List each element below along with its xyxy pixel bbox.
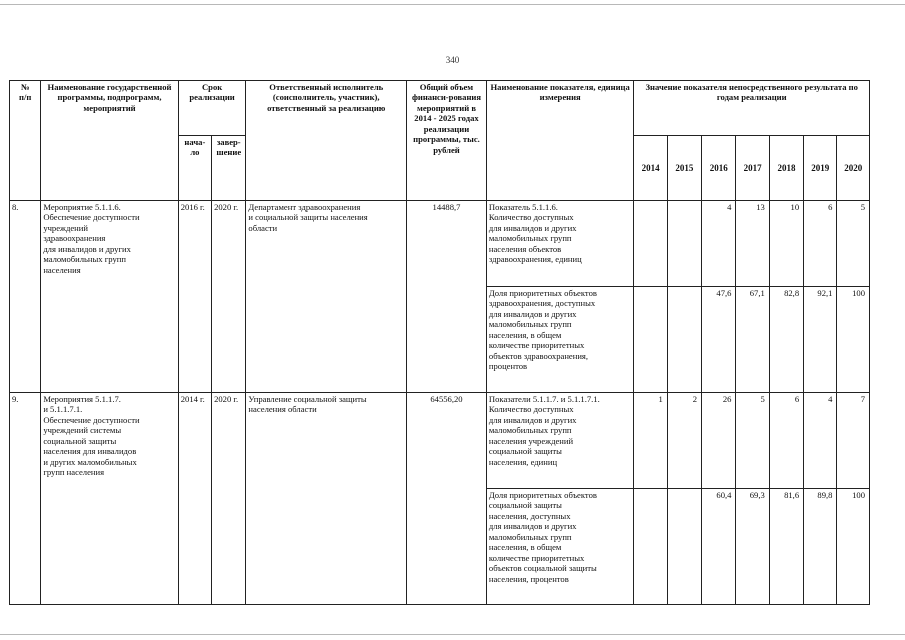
page-number: 340	[445, 55, 460, 65]
funding-volume: 64556,20	[407, 393, 487, 605]
value-2018: 6	[769, 393, 803, 489]
table-row	[10, 393, 870, 489]
end-year: 2020 г.	[212, 393, 246, 605]
indicator-name: Доля приоритетных объектов здравоохранения, доступных для инвалидов и других маломобильных групп населения, в общем количестве приоритетных объектов здравоохранения, процентов	[486, 287, 634, 393]
value-2014	[634, 287, 667, 393]
header-year: 2019	[804, 136, 837, 201]
header-funding-volume: Общий объем финанси-рования мероприятий в 2014 - 2025 годах реализации программы, тыс. рублей	[407, 81, 487, 201]
row-number: 8.	[10, 201, 41, 393]
value-2017: 5	[736, 393, 769, 489]
value-2016: 47,6	[702, 287, 736, 393]
value-2016: 60,4	[702, 489, 736, 605]
value-2019: 92,1	[804, 287, 837, 393]
funding-volume: 14488,7	[407, 201, 487, 393]
scan-edge-top	[0, 4, 905, 5]
start-year: 2016 г.	[178, 201, 211, 393]
value-2018: 81,6	[769, 489, 803, 605]
indicator-name: Доля приоритетных объектов социальной защиты населения, доступных для инвалидов и других маломобильных групп населения, в общем количестве приоритетных объектов социальной защиты населения, процентов	[486, 489, 634, 605]
executor: Управление социальной защиты населения области	[246, 393, 407, 605]
value-2015	[667, 201, 701, 287]
indicator-name: Показатель 5.1.1.6. Количество доступных для инвалидов и других маломобильных групп населения объектов здравоохранения, единиц	[486, 201, 634, 287]
header-executor: Ответственный исполнитель (соисполнитель, участник), ответственный за реализацию	[246, 81, 407, 201]
value-2020: 100	[837, 287, 870, 393]
header-indicator-values: Значение показателя непосредственного результата по годам реализации	[634, 81, 870, 136]
value-2015: 2	[667, 393, 701, 489]
end-year: 2020 г.	[212, 201, 246, 393]
value-2019: 89,8	[804, 489, 837, 605]
value-2017: 13	[736, 201, 769, 287]
scan-edge-bottom	[0, 634, 905, 635]
executor: Департамент здравоохранения и социальной защиты населения области	[246, 201, 407, 393]
value-2020: 7	[837, 393, 870, 489]
value-2017: 67,1	[736, 287, 769, 393]
header-program-name: Наименование государственной программы, подпрограмм, мероприятий	[41, 81, 178, 201]
header-number: № п/п	[10, 81, 41, 201]
value-2020: 100	[837, 489, 870, 605]
indicator-name: Показатели 5.1.1.7. и 5.1.1.7.1. Количество доступных для инвалидов и других маломобильных групп населения учреждений социальной защиты населения, единиц	[486, 393, 634, 489]
value-2019: 6	[804, 201, 837, 287]
value-2014	[634, 201, 667, 287]
value-2014	[634, 489, 667, 605]
header-end: завер- шение	[212, 136, 246, 201]
row-number: 9.	[10, 393, 41, 605]
table-row	[10, 201, 870, 287]
value-2020: 5	[837, 201, 870, 287]
value-2017: 69,3	[736, 489, 769, 605]
header-term: Срок реализации	[178, 81, 246, 136]
start-year: 2014 г.	[178, 393, 211, 605]
header-year: 2020	[837, 136, 870, 201]
header-year: 2014	[634, 136, 667, 201]
value-2018: 10	[769, 201, 803, 287]
value-2016: 26	[702, 393, 736, 489]
header-start: нача- ло	[178, 136, 211, 201]
value-2019: 4	[804, 393, 837, 489]
measure-name: Мероприятие 5.1.1.6. Обеспечение доступности учреждений здравоохранения для инвалидов и других маломобильных групп населения	[41, 201, 178, 393]
value-2014: 1	[634, 393, 667, 489]
measure-name: Мероприятия 5.1.1.7. и 5.1.1.7.1. Обеспечение доступности учреждений системы социальной защиты населения для инвалидов и других маломобильных групп населения	[41, 393, 178, 605]
header-year: 2016	[702, 136, 736, 201]
header-indicator: Наименование показателя, единица измерения	[486, 81, 634, 201]
header-year: 2018	[769, 136, 803, 201]
value-2016: 4	[702, 201, 736, 287]
header-year: 2017	[736, 136, 769, 201]
value-2015	[667, 287, 701, 393]
header-year: 2015	[667, 136, 701, 201]
program-table	[9, 80, 870, 605]
value-2015	[667, 489, 701, 605]
value-2018: 82,8	[769, 287, 803, 393]
